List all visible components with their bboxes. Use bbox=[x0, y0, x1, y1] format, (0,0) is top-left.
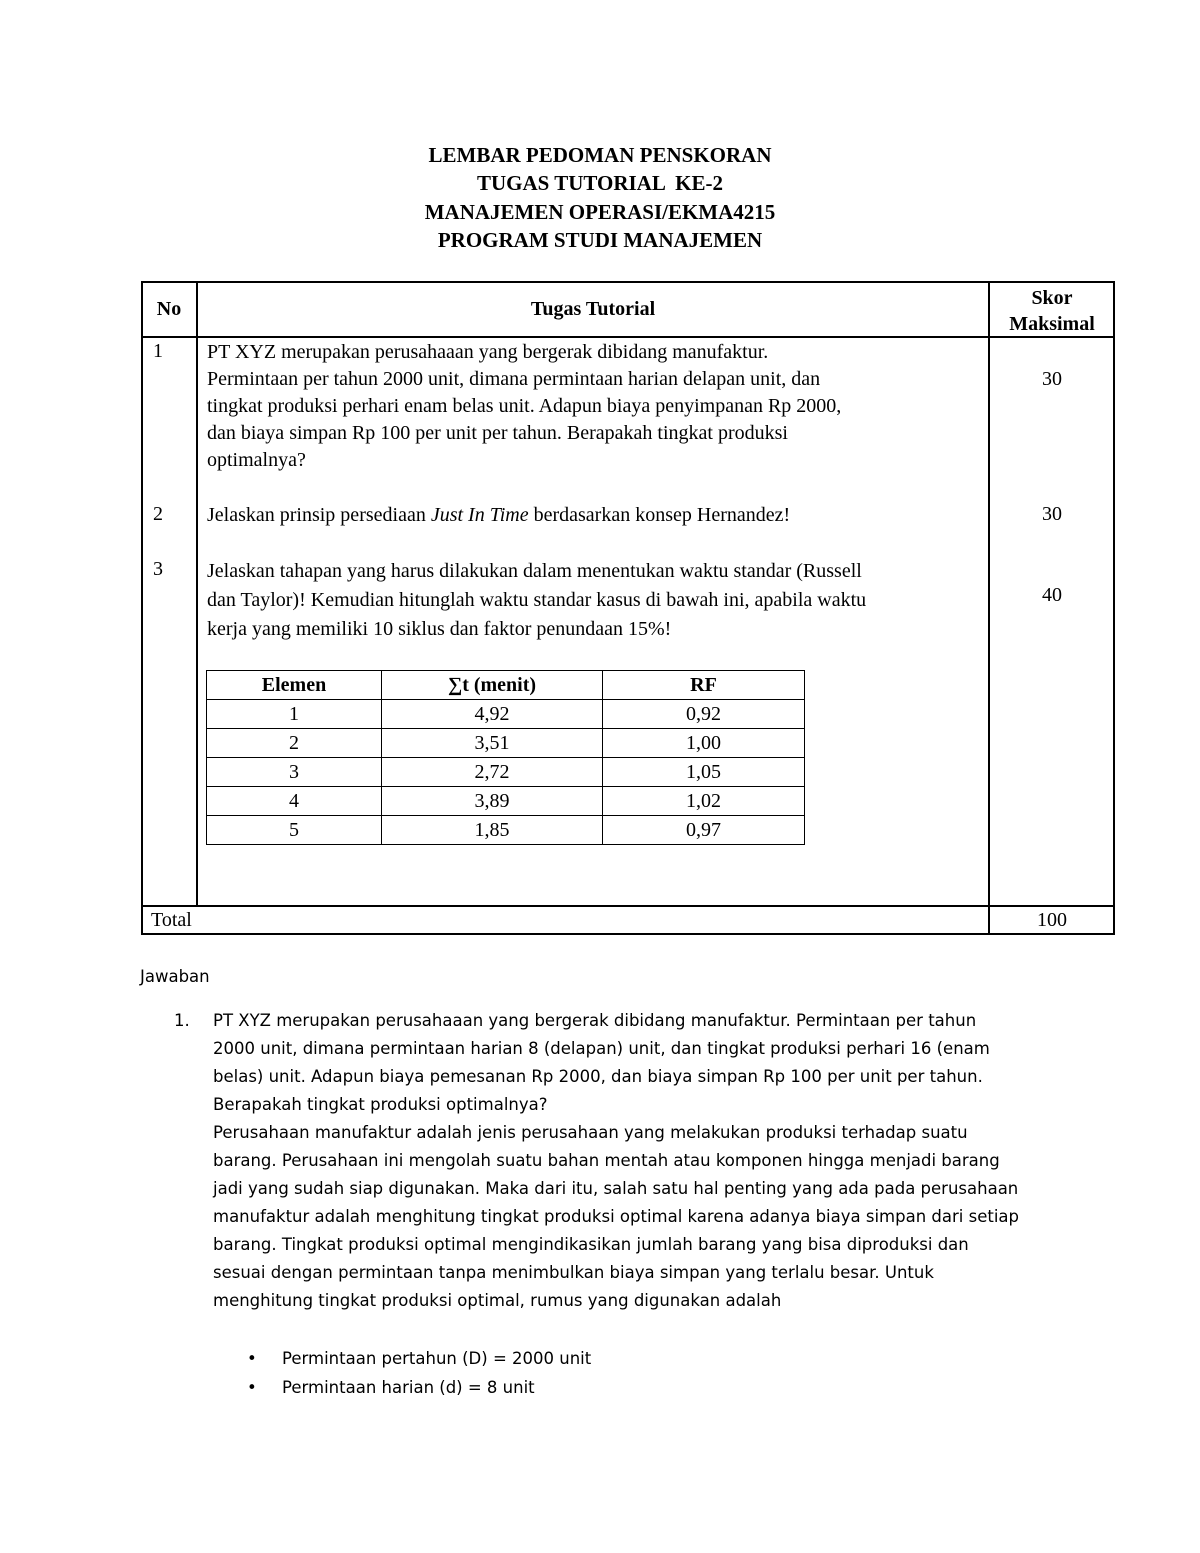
answer-line: 2000 unit, dimana permintaan harian 8 (delapan) unit, dan tingkat produksi perhari 16 (enam bbox=[213, 1039, 990, 1058]
inner-cell: 1 bbox=[207, 700, 382, 729]
answer-line: manufaktur adalah menghitung tingkat produksi optimal karena adanya biaya simpan dari setiap bbox=[213, 1207, 1019, 1226]
table-row bbox=[207, 787, 805, 816]
total-value: 100 bbox=[1037, 909, 1067, 931]
inner-cell: 2,72 bbox=[382, 758, 603, 787]
inner-header-elemen: Elemen bbox=[207, 671, 382, 700]
row-2-text-before: Jelaskan prinsip persediaan bbox=[207, 504, 431, 526]
inner-header-sum-t: ∑t (menit) bbox=[382, 671, 603, 700]
row-1-skor: 30 bbox=[1042, 368, 1062, 390]
inner-table-header-row bbox=[207, 671, 805, 700]
table-border-top bbox=[141, 281, 1115, 283]
col-header-skor bbox=[990, 285, 1114, 337]
answer-line: belas) unit. Adapun biaya pemesanan Rp 2000, dan biaya simpan Rp 100 per unit per tahun. bbox=[213, 1067, 983, 1086]
table-header-divider bbox=[141, 336, 1115, 338]
inner-cell: 4 bbox=[207, 787, 382, 816]
inner-cell: 1,02 bbox=[603, 787, 805, 816]
row-1-line-2: Permintaan per tahun 2000 unit, dimana permintaan harian delapan unit, dan bbox=[207, 368, 821, 390]
answer-title: Jawaban bbox=[140, 967, 210, 986]
inner-cell: 5 bbox=[207, 816, 382, 845]
answer-line: Berapakah tingkat produksi optimalnya? bbox=[213, 1095, 548, 1114]
answer-line: sesuai dengan permintaan tanpa menimbulkan biaya simpan yang terlalu besar. Untuk bbox=[213, 1263, 934, 1282]
inner-cell: 3 bbox=[207, 758, 382, 787]
answer-line: Perusahaan manufaktur adalah jenis perusahaan yang melakukan produksi terhadap suatu bbox=[213, 1123, 968, 1142]
inner-cell: 1,00 bbox=[603, 729, 805, 758]
row-1-no: 1 bbox=[153, 340, 163, 362]
row-1-line-1: PT XYZ merupakan perusahaaan yang bergerak dibidang manufaktur. bbox=[207, 341, 769, 363]
answer-line: barang. Tingkat produksi optimal mengindikasikan jumlah barang yang bisa diproduksi dan bbox=[213, 1235, 969, 1254]
row-3-line-3: kerja yang memiliki 10 siklus dan faktor penundaan 15%! bbox=[207, 618, 672, 640]
bullet-item: Permintaan pertahun (D) = 2000 unit bbox=[282, 1349, 592, 1368]
row-3-question bbox=[207, 557, 987, 644]
row-2-no: 2 bbox=[153, 503, 163, 525]
table-row bbox=[207, 729, 805, 758]
col-header-no: No bbox=[156, 298, 182, 320]
row-3-line-1: Jelaskan tahapan yang harus dilakukan dalam menentukan waktu standar (Russell bbox=[207, 560, 862, 582]
total-label: Total bbox=[151, 909, 192, 931]
table-row bbox=[207, 816, 805, 845]
row-1-line-5: optimalnya? bbox=[207, 449, 306, 471]
answer-line: jadi yang sudah siap digunakan. Maka dari itu, salah satu hal penting yang ada pada perusahaan bbox=[213, 1179, 1019, 1198]
table-row bbox=[207, 700, 805, 729]
answer-line: menghitung tingkat produksi optimal, rumus yang digunakan adalah bbox=[213, 1291, 782, 1310]
inner-cell: 0,92 bbox=[603, 700, 805, 729]
answer-item-number: 1. bbox=[174, 1011, 190, 1030]
header-subtitle: TUGAS TUTORIAL KE-2 bbox=[476, 171, 724, 195]
inner-cell: 1,85 bbox=[382, 816, 603, 845]
inner-cell: 3,51 bbox=[382, 729, 603, 758]
col-header-tugas: Tugas Tutorial bbox=[530, 298, 656, 320]
inner-cell: 2 bbox=[207, 729, 382, 758]
inner-header-rf: RF bbox=[603, 671, 805, 700]
bullet-icon: • bbox=[247, 1349, 257, 1368]
table-total-divider bbox=[141, 905, 1115, 907]
row-3-no: 3 bbox=[153, 558, 163, 580]
row-2-text-after: berdasarkan konsep Hernandez! bbox=[528, 504, 791, 526]
answer-line: PT XYZ merupakan perusahaaan yang bergerak dibidang manufaktur. Permintaan per tahun bbox=[213, 1011, 977, 1030]
inner-cell: 3,89 bbox=[382, 787, 603, 816]
bullet-icon: • bbox=[247, 1378, 257, 1397]
row-2-text-italic: Just In Time bbox=[430, 504, 529, 526]
row-1-question bbox=[207, 339, 987, 474]
header-title: LEMBAR PEDOMAN PENSKORAN bbox=[428, 143, 772, 167]
row-3-skor: 40 bbox=[1042, 584, 1062, 606]
col-header-skor-line2: Maksimal bbox=[1009, 313, 1095, 335]
row-1-line-3: tingkat produksi perhari enam belas unit. Adapun biaya penyimpanan Rp 2000, bbox=[207, 395, 842, 417]
table-border-left bbox=[141, 281, 143, 935]
row-2-skor: 30 bbox=[1042, 503, 1062, 525]
inner-cell: 1,05 bbox=[603, 758, 805, 787]
table-row bbox=[207, 758, 805, 787]
bullet-item: Permintaan harian (d) = 8 unit bbox=[282, 1378, 535, 1397]
col-header-skor-line1: Skor bbox=[1031, 287, 1073, 309]
element-time-table bbox=[206, 670, 805, 845]
header-program: PROGRAM STUDI MANAJEMEN bbox=[437, 228, 763, 252]
inner-cell: 4,92 bbox=[382, 700, 603, 729]
row-3-line-2: dan Taylor)! Kemudian hitunglah waktu standar kasus di bawah ini, apabila waktu bbox=[207, 589, 867, 611]
header-course: MANAJEMEN OPERASI/EKMA4215 bbox=[424, 200, 776, 224]
table-border-bottom bbox=[141, 933, 1115, 935]
answer-line: barang. Perusahaan ini mengolah suatu bahan mentah atau komponen hingga menjadi barang bbox=[213, 1151, 1000, 1170]
table-col-divider-1 bbox=[196, 281, 198, 907]
inner-cell: 0,97 bbox=[603, 816, 805, 845]
row-2-question bbox=[207, 502, 987, 529]
row-1-line-4: dan biaya simpan Rp 100 per unit per tahun. Berapakah tingkat produksi bbox=[207, 422, 788, 444]
